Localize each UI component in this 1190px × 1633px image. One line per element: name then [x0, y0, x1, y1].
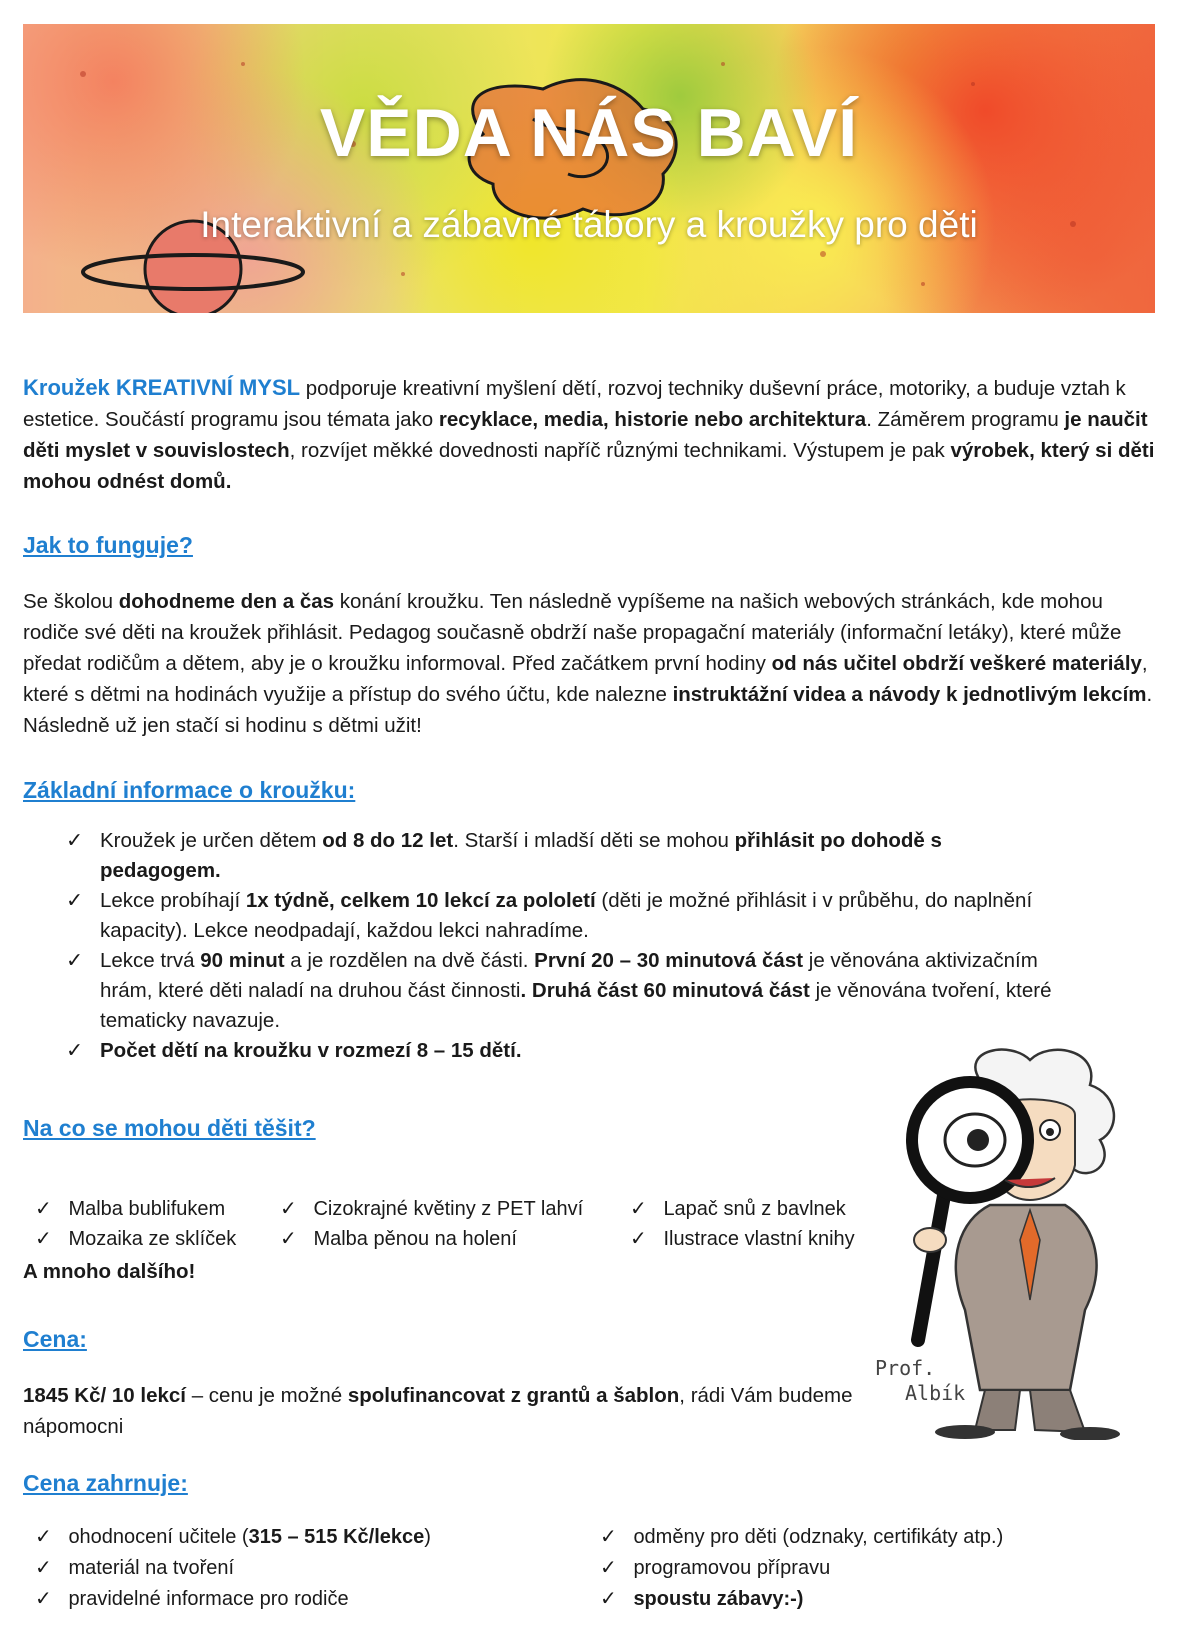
check-icon: ✓ [600, 1588, 617, 1610]
how-text: Se školou [23, 590, 119, 613]
intro-topics: recyklace, media, historie nebo architektura [438, 408, 867, 431]
check-icon: ✓ [600, 1526, 617, 1548]
check-icon: ✓ [35, 1588, 52, 1610]
check-icon: ✓ [35, 1557, 52, 1579]
list-item: ✓ Kroužek je určen dětem od 8 do 12 let. Starší i mladší děti se mohou přihlásit po dohodě s pedagogem. [66, 826, 1056, 886]
activity-item: ✓ Ilustrace vlastní knihy [630, 1228, 855, 1250]
check-icon: ✓ [35, 1526, 52, 1548]
check-icon: ✓ [66, 1039, 84, 1062]
includes-item: ✓ odměny pro děti (odznaky, certifikáty atp.) [600, 1526, 1004, 1548]
banner-title: VĚDA NÁS BAVÍ [319, 95, 859, 171]
check-icon: ✓ [600, 1557, 617, 1579]
check-icon: ✓ [35, 1198, 52, 1220]
check-icon: ✓ [66, 829, 84, 852]
intro-text: , rozvíjet měkké dovednosti napříč různými technikami. Výstupem je pak [289, 439, 951, 462]
how-text: . Následně už jen stačí si hodinu s dětmi užit! [23, 683, 1153, 737]
intro-output: výrobek, který si děti mohou odnést domů. [23, 439, 1155, 493]
signature: Prof. [875, 1356, 936, 1380]
brand-name: Kroužek KREATIVNÍ MYSL [23, 375, 301, 400]
intro-text: . Záměrem programu [866, 408, 1065, 431]
activity-item: ✓ Cizokrajné květiny z PET lahví [280, 1198, 584, 1220]
how-paragraph [23, 586, 1158, 741]
check-icon: ✓ [35, 1228, 52, 1250]
header-banner [23, 24, 1155, 313]
includes-grid [35, 1522, 1155, 1614]
banner-subtitle: Interaktivní a zábavné tábory a kroužky pro děti [200, 204, 978, 245]
professor-illustration [870, 1040, 1170, 1440]
heading-price-includes: Cena zahrnuje: [23, 1470, 188, 1496]
price-funding: spolufinancovat z grantů a šablon [347, 1384, 680, 1407]
how-bold: instruktážní videa a návody k jednotlivým lekcím [672, 683, 1147, 706]
check-icon: ✓ [66, 949, 84, 972]
list-item: ✓ Lekce probíhají 1x týdně, celkem 10 lekcí za pololetí (děti je možné přihlásit i v průběhu, do naplnění kapacity). Lekce neodpadají, každou lekci nahradíme. [66, 886, 1056, 946]
basic-info-list [66, 826, 1056, 1066]
check-icon: ✓ [66, 889, 84, 912]
activity-item: ✓ Mozaika ze sklíček [35, 1228, 237, 1250]
intro-text: podporuje kreativní myšlení dětí, rozvoj techniky duševní práce, motoriky, a buduje vztah k estetice. Součástí programu jsou témata jako [23, 377, 1126, 431]
list-item: ✓ Počet dětí na kroužku v rozmezí 8 – 15 dětí. [66, 1036, 1056, 1066]
activity-item: ✓ Lapač snů z bavlnek [630, 1198, 846, 1220]
price-value: 1845 Kč/ 10 lekcí [23, 1384, 186, 1407]
includes-item: ✓ programovou přípravu [600, 1557, 831, 1579]
intro-goal: je naučit děti myslet v souvislostech [23, 408, 1148, 462]
price-paragraph: 1845 Kč/ 10 lekcí – cenu je možné spolufinancovat z grantů a šablon, rádi Vám budeme nápomocni [23, 1384, 853, 1438]
includes-item: ✓ ohodnocení učitele (315 – 515 Kč/lekce) [35, 1526, 431, 1548]
includes-item: ✓ materiál na tvoření [35, 1557, 235, 1579]
check-icon: ✓ [630, 1228, 647, 1250]
heading-price: Cena: [23, 1326, 87, 1352]
how-bold: od nás učitel obdrží veškeré materiály [771, 652, 1142, 675]
activity-item: ✓ Malba pěnou na holení [280, 1228, 517, 1250]
activity-item: ✓ Malba bublifukem [35, 1198, 226, 1220]
heading-how-it-works: Jak to funguje? [23, 532, 193, 558]
includes-item: ✓ spoustu zábavy:-) [600, 1588, 804, 1610]
signature: Albík [905, 1381, 966, 1405]
and-much-more: A mnoho dalšího! [23, 1260, 196, 1283]
heading-what-to-look-forward: Na co se mohou děti těšit? [23, 1115, 316, 1141]
check-icon: ✓ [630, 1198, 647, 1220]
includes-item: ✓ pravidelné informace pro rodiče [35, 1588, 349, 1610]
how-bold: dohodneme den a čas [118, 590, 335, 613]
check-icon: ✓ [280, 1198, 297, 1220]
list-item: ✓ Lekce trvá 90 minut a je rozdělen na dvě části. První 20 – 30 minutová část je věnována aktivizačním hrám, které děti naladí na druhou část činnosti. Druhá část 60 minutová část je věnována tvoření, které tematicky navazuje. [66, 946, 1056, 1036]
intro-paragraph [23, 372, 1158, 497]
activities-grid [35, 1194, 895, 1254]
check-icon: ✓ [280, 1228, 297, 1250]
how-text: , které s dětmi na hodinách využije a přístup do svého účtu, kde nalezne [23, 652, 1148, 706]
how-text: konání kroužku. Ten následně vypíšeme na našich webových stránkách, kde mohou rodiče své děti na kroužek přihlásit. Pedagog současně obdrží naše propagační materiály (informační letáky), které může předat rodičům a dětem, aby je o kroužku informoval. Před začátkem první hodiny [23, 590, 1122, 675]
heading-basic-info: Základní informace o kroužku: [23, 777, 356, 803]
